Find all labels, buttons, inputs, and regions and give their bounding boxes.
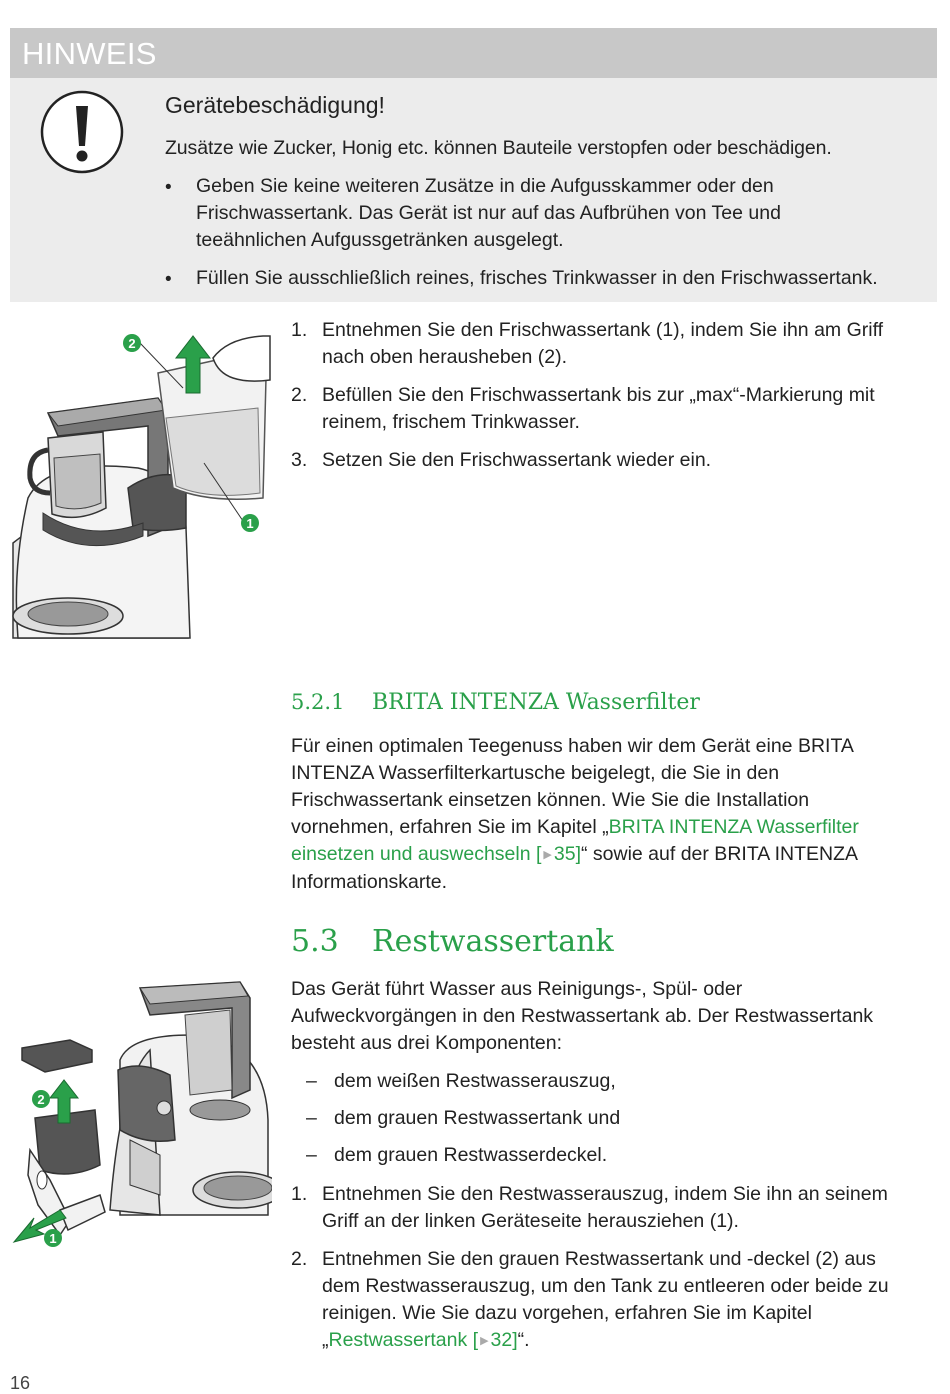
text-line	[322, 1327, 932, 1355]
bullet-marker: •	[165, 177, 172, 198]
page-arrow-icon: ▶	[543, 849, 552, 861]
text-line	[291, 841, 931, 869]
callout-1: 1	[49, 1231, 57, 1246]
text-line: Entnehmen Sie den Restwasserauszug, indem Sie ihn an seinem	[322, 1183, 888, 1205]
dash-marker: –	[306, 1107, 317, 1129]
section-paragraph	[291, 733, 931, 896]
text-line: besteht aus drei Komponenten:	[291, 1032, 563, 1054]
cross-reference-link[interactable]: BRITA INTENZA Wasserfilter	[608, 816, 859, 838]
step-2-text	[322, 382, 875, 436]
text-line: Befüllen Sie den Frischwassertank bis zur „max“-Markierung mit	[322, 384, 875, 406]
section-intro	[291, 976, 931, 1057]
step-number: 2.	[291, 384, 308, 406]
text-line: Geben Sie keine weiteren Zusätze in die Aufgusskammer oder den	[196, 175, 774, 197]
text-line: dem Restwasserauszug, um den Tank zu entleeren oder beide zu	[322, 1275, 889, 1297]
text-line: Griff an der linken Geräteseite herausziehen (1).	[322, 1210, 739, 1232]
page-number: 16	[10, 1373, 31, 1393]
text-line: Das Gerät führt Wasser aus Reinigungs-, Spül- oder	[291, 978, 743, 1000]
step-3-text	[322, 447, 711, 474]
text-line: Füllen Sie ausschließlich reines, frisches Trinkwasser in den Frischwassertank.	[196, 267, 878, 289]
notice-bullet-2	[196, 265, 878, 292]
page-reference[interactable]: 32]	[490, 1329, 518, 1351]
dash-item: dem grauen Restwasserdeckel.	[334, 1144, 608, 1166]
notice-subtitle: Zusätze wie Zucker, Honig etc. können Bauteile verstopfen oder beschädigen.	[165, 137, 832, 159]
cross-reference-link[interactable]: Restwassertank [	[328, 1329, 479, 1351]
page-arrow-icon: ▶	[480, 1335, 489, 1347]
exclamation-warning-icon	[40, 90, 124, 174]
step-number: 3.	[291, 449, 308, 471]
text-line: Aufweckvorgängen in den Restwassertank ab. Der Restwassertank	[291, 1005, 874, 1027]
step-1-text	[322, 317, 883, 371]
callout-2: 2	[37, 1092, 45, 1107]
notice-bullet-1	[196, 173, 781, 254]
text-segment: vornehmen, erfahren Sie im Kapitel „	[291, 816, 609, 838]
bullet-marker: •	[165, 269, 172, 290]
waste-water-tank-illustration	[10, 980, 272, 1250]
text-line: Frischwassertank einsetzen können. Wie Sie die Installation	[291, 789, 810, 811]
section-title: Restwassertank	[372, 924, 614, 959]
section-title: BRITA INTENZA Wasserfilter	[372, 690, 700, 715]
step-1-text	[322, 1181, 888, 1235]
text-segment: “.	[517, 1329, 530, 1351]
section-number: 5.2.1	[291, 690, 345, 714]
text-line: teeähnlichen Aufgussgetränken ausgelegt.	[196, 229, 564, 251]
dash-item: dem grauen Restwassertank und	[334, 1107, 621, 1129]
text-line: nach oben herausheben (2).	[322, 346, 568, 368]
text-line: Setzen Sie den Frischwassertank wieder ein.	[322, 449, 712, 471]
callout-1: 1	[246, 516, 254, 531]
fresh-water-tank-illustration	[8, 318, 273, 648]
cross-reference-link[interactable]: einsetzen und auswechseln [	[291, 843, 542, 865]
dash-marker: –	[306, 1144, 317, 1166]
text-line: INTENZA Wasserfilterkartusche beigelegt, die Sie in den	[291, 762, 780, 784]
text-line: reinigen. Wie Sie dazu vorgehen, erfahren Sie im Kapitel	[322, 1302, 812, 1324]
step-number: 1.	[291, 1183, 308, 1205]
callout-2: 2	[128, 336, 136, 351]
text-line: Informationskarte.	[291, 871, 448, 893]
step-number: 1.	[291, 319, 308, 341]
text-line: Entnehmen Sie den Frischwassertank (1), indem Sie ihn am Griff	[322, 319, 884, 341]
notice-title: Gerätebeschädigung!	[165, 92, 385, 118]
text-line: Frischwassertank. Das Gerät ist nur auf das Aufbrühen von Tee und	[196, 202, 781, 224]
text-line: Entnehmen Sie den grauen Restwassertank und -deckel (2) aus	[322, 1248, 876, 1270]
section-number: 5.3	[291, 924, 339, 959]
step-2-text	[322, 1246, 932, 1355]
dash-marker: –	[306, 1070, 317, 1092]
text-segment: „	[322, 1329, 329, 1351]
notice-label: HINWEIS	[22, 36, 157, 71]
text-line	[291, 814, 931, 841]
dash-item: dem weißen Restwasserauszug,	[334, 1070, 616, 1092]
text-segment: “ sowie auf der BRITA INTENZA	[581, 843, 859, 865]
text-line: Für einen optimalen Teegenuss haben wir dem Gerät eine BRITA	[291, 735, 854, 757]
step-number: 2.	[291, 1248, 308, 1270]
page-reference[interactable]: 35]	[553, 843, 581, 865]
text-line: reinem, frischem Trinkwasser.	[322, 411, 580, 433]
